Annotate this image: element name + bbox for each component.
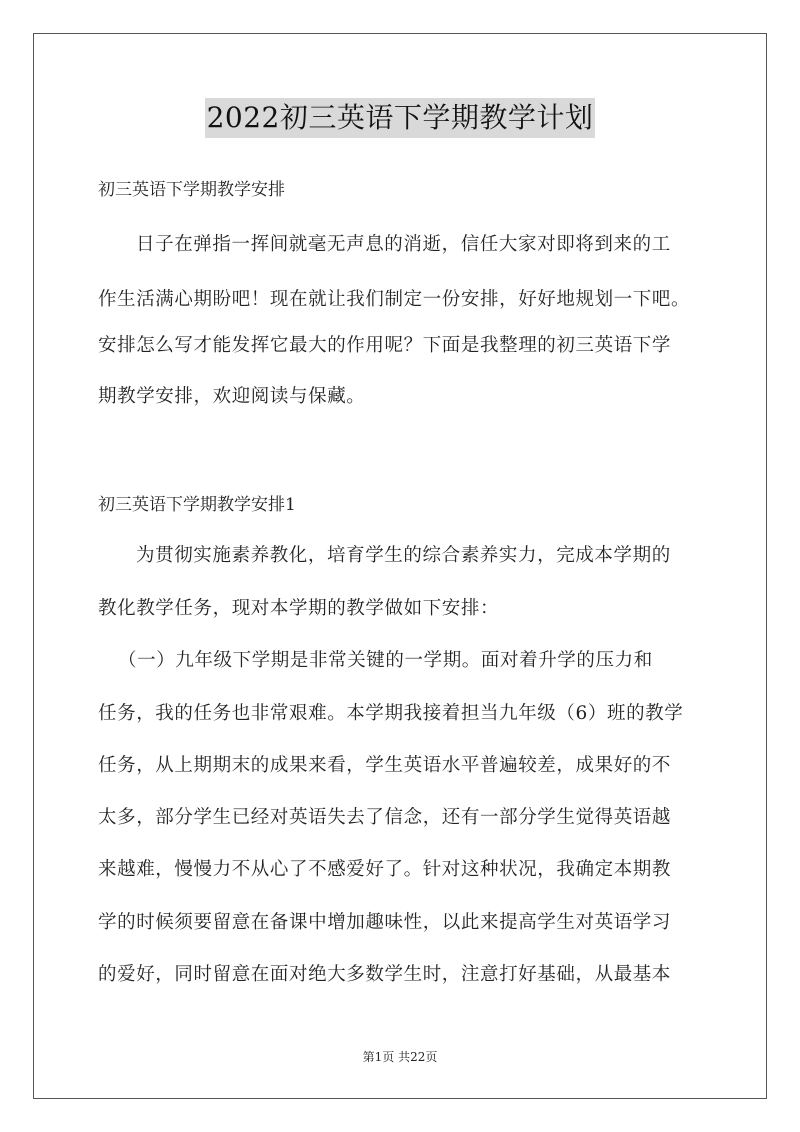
paragraph-line: 安排怎么写才能发挥它最大的作用呢？下面是我整理的初三英语下学	[98, 335, 672, 356]
section-heading-2: 初三英语下学期教学安排1	[98, 495, 296, 515]
section-heading-1: 初三英语下学期教学安排	[98, 180, 285, 200]
paragraph-line: 任务，我的任务也非常艰难。本学期我接着担当九年级（6）班的教学	[98, 703, 684, 724]
paragraph-line: 作生活满心期盼吧！现在就让我们制定一份安排，好好地规划一下吧。	[98, 289, 691, 310]
paragraph-line: 为贯彻实施素养教化，培育学生的综合素养实力，完成本学期的	[136, 545, 671, 566]
paragraph-line: 的爱好，同时留意在面对绝大多数学生时，注意打好基础，从最基本	[98, 964, 672, 985]
paragraph-line: 来越难，慢慢力不从心了不感爱好了。针对这种状况，我确定本期教	[98, 859, 672, 880]
page-footer: 第1页 共22页	[362, 1050, 438, 1064]
paragraph-line: 期教学安排，欢迎阅读与保藏。	[98, 386, 366, 407]
paragraph-line: 太多，部分学生已经对英语失去了信念，还有一部分学生觉得英语越	[98, 807, 672, 828]
paragraph-line: （一）九年级下学期是非常关键的一学期。面对着升学的压力和	[118, 650, 653, 671]
paragraph-line: 任务，从上期期末的成果来看，学生英语水平普遍较差，成果好的不	[98, 755, 672, 776]
title-container	[0, 98, 800, 138]
paragraph-line: 学的时候须要留意在备课中增加趣味性，以此来提高学生对英语学习	[98, 912, 672, 933]
paragraph-line: 教化教学任务，现对本学期的教学做如下安排：	[98, 598, 500, 619]
paragraph-line: 日子在弹指一挥间就毫无声息的消逝，信任大家对即将到来的工	[136, 234, 671, 255]
document-title: 2022初三英语下学期教学计划	[205, 98, 596, 138]
